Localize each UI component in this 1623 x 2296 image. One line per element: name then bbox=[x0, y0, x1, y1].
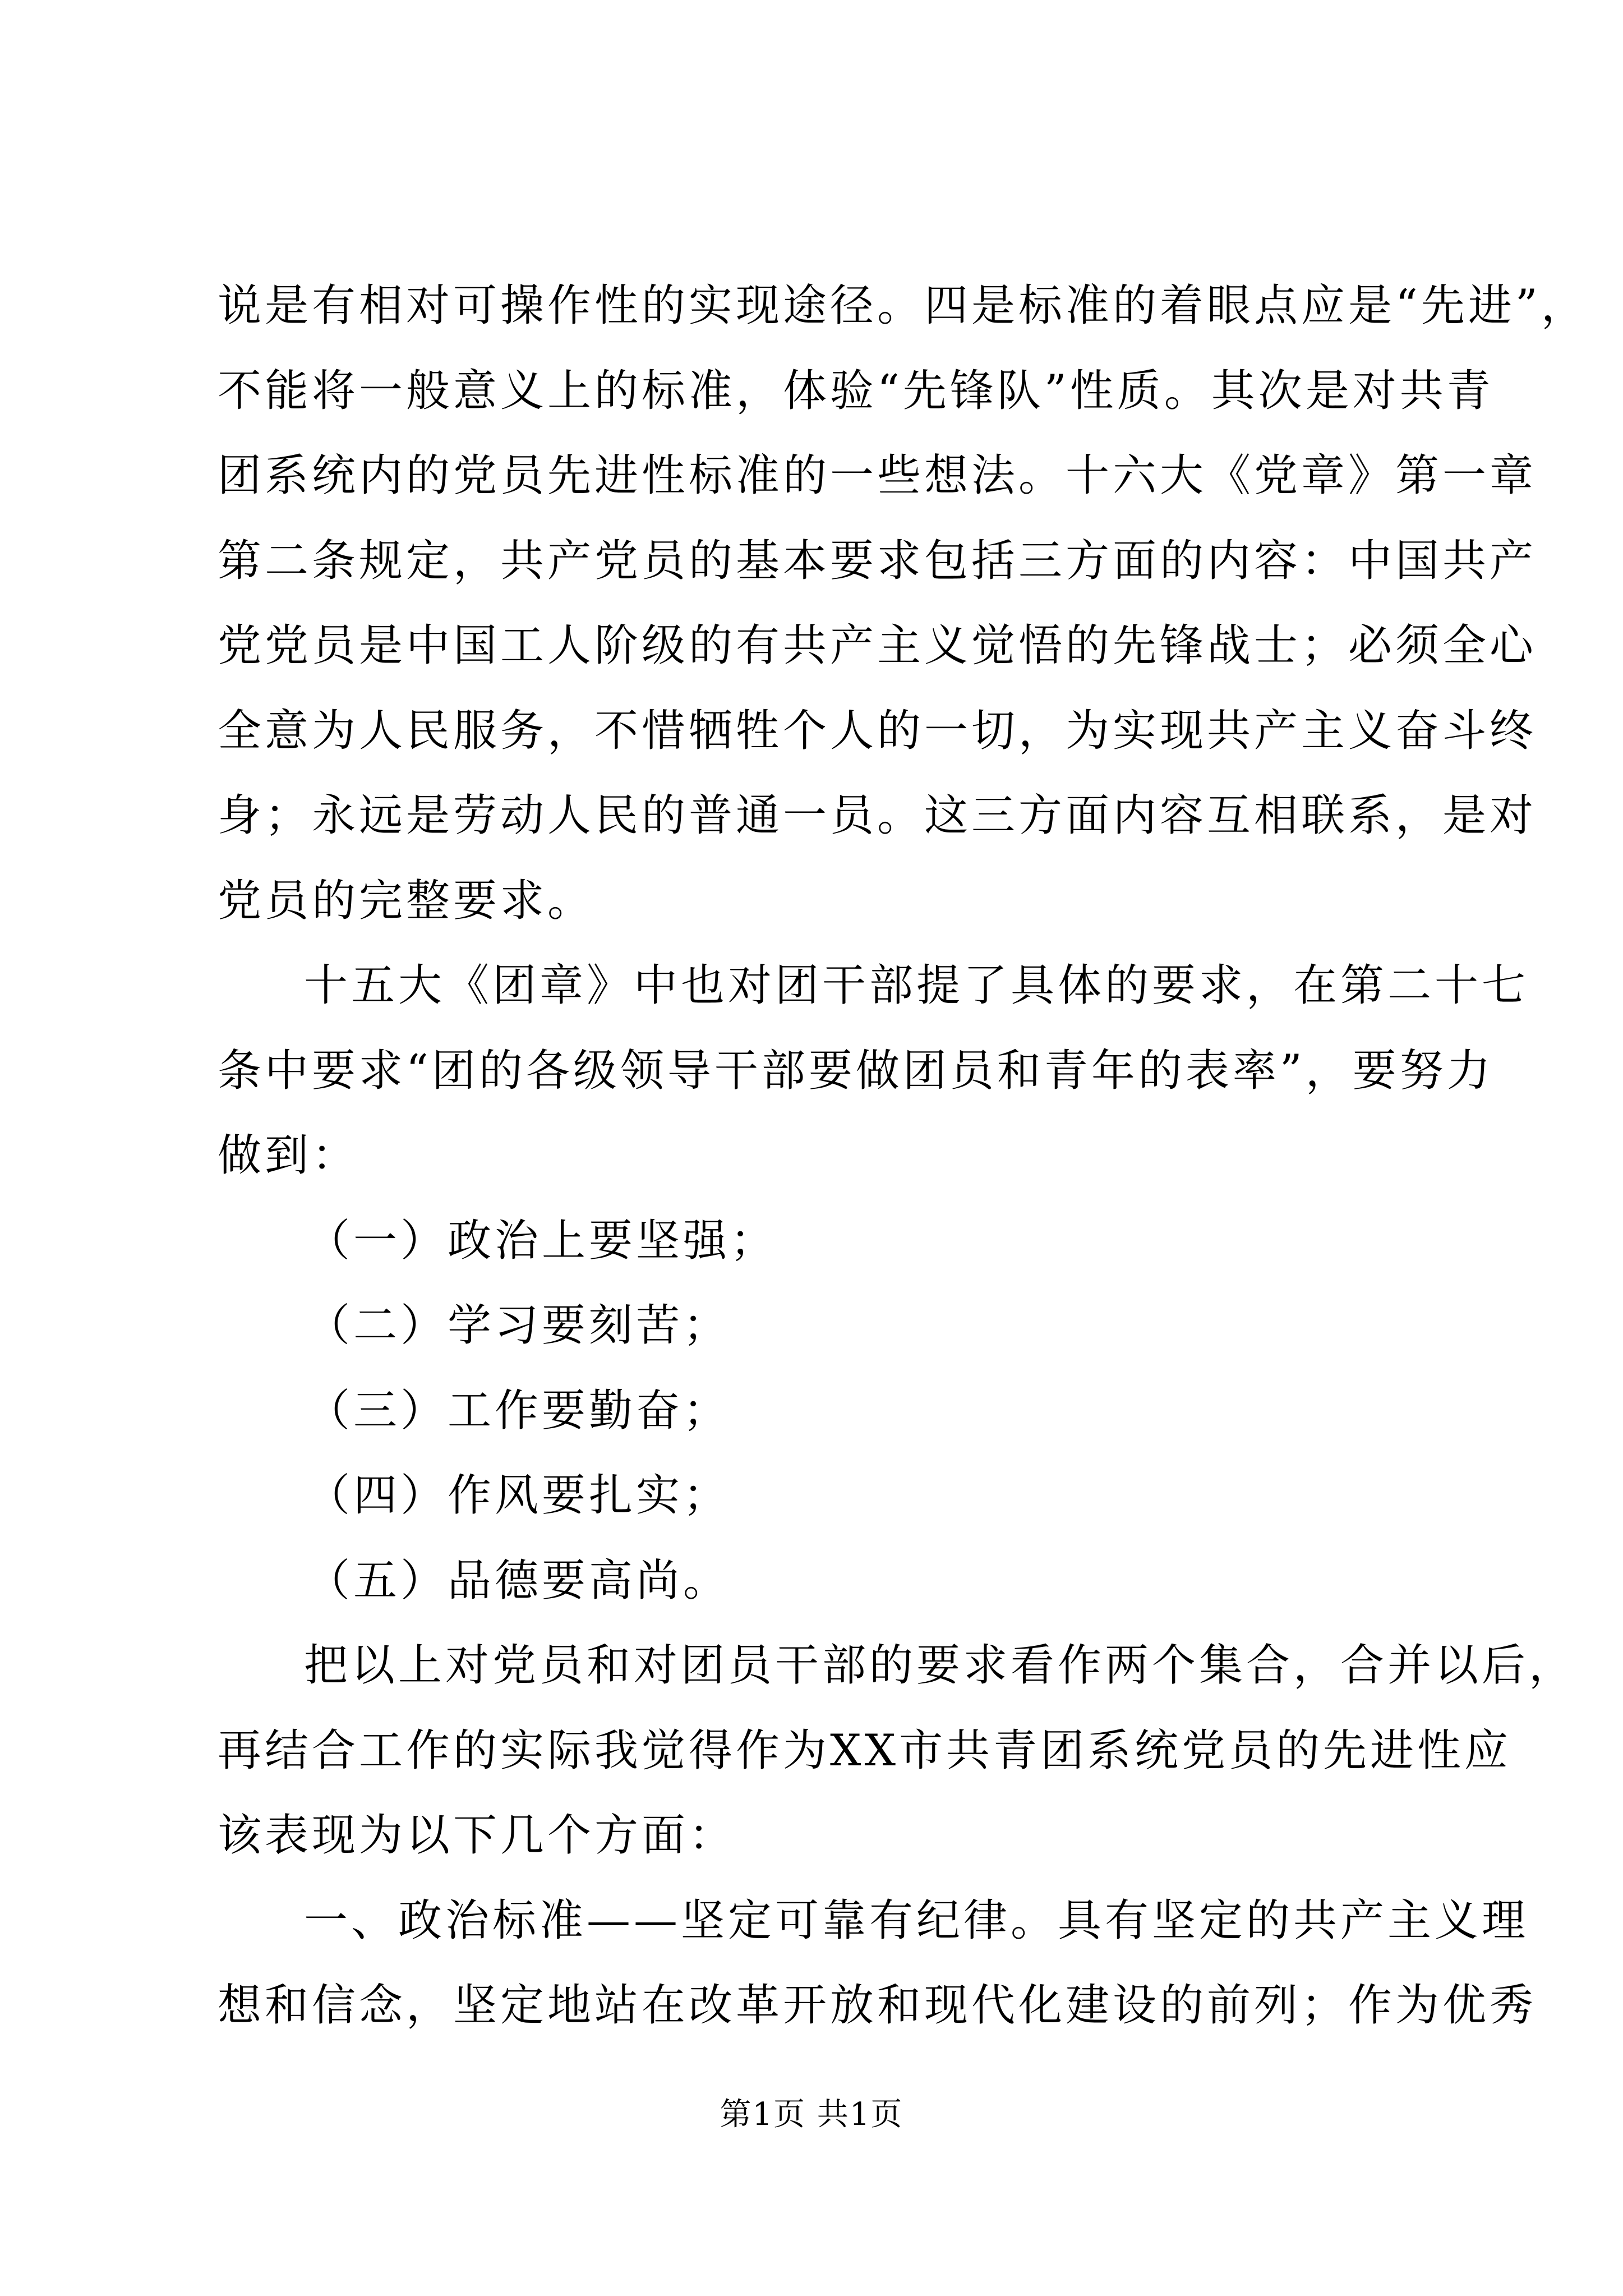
paragraph-start-line: 把以上对党员和对团员干部的要求看作两个集合，合并以后， bbox=[304, 1640, 1576, 1691]
text-line: 身；永远是劳动人民的普通一员。这三方面内容互相联系，是对 bbox=[218, 790, 1537, 841]
list-item: （五）品德要高尚。 bbox=[306, 1555, 731, 1606]
list-item: （一）政治上要坚强； bbox=[306, 1215, 778, 1266]
text-line: 该表现为以下几个方面： bbox=[218, 1810, 736, 1861]
text-line: 说是有相对可操作性的实现途径。四是标准的着眼点应是“先进”， bbox=[218, 280, 1588, 331]
list-item: （三）工作要勤奋； bbox=[306, 1385, 731, 1436]
text-line: 党员的完整要求。 bbox=[218, 875, 595, 926]
list-item: （二）学习要刻苦； bbox=[306, 1300, 731, 1351]
text-line: 想和信念，坚定地站在改革开放和现代化建设的前列；作为优秀 bbox=[218, 1980, 1537, 2031]
text-line: 做到： bbox=[218, 1130, 359, 1181]
page-footer: 第1页 共1页 bbox=[720, 2096, 903, 2133]
list-item: （四）作风要扎实； bbox=[306, 1470, 731, 1521]
text-line: 再结合工作的实际我觉得作为XX市共青团系统党员的先进性应 bbox=[218, 1725, 1512, 1776]
text-line: 第二条规定，共产党员的基本要求包括三方面的内容：中国共产 bbox=[218, 535, 1537, 586]
text-line: 团系统内的党员先进性标准的一些想法。十六大《党章》第一章 bbox=[218, 450, 1537, 501]
paragraph-start-line: 十五大《团章》中也对团干部提了具体的要求，在第二十七 bbox=[304, 960, 1529, 1011]
text-line: 全意为人民服务，不惜牺牲个人的一切，为实现共产主义奋斗终 bbox=[218, 705, 1537, 756]
text-line: 条中要求“团的各级领导干部要做团员和青年的表率”，要努力 bbox=[218, 1045, 1494, 1096]
text-line: 党党员是中国工人阶级的有共产主义觉悟的先锋战士；必须全心 bbox=[218, 620, 1537, 671]
document-body bbox=[218, 264, 1588, 2049]
text-line: 不能将一般意义上的标准，体验“先锋队”性质。其次是对共青 bbox=[218, 365, 1494, 416]
paragraph-start-line: 一、政治标准——坚定可靠有纪律。具有坚定的共产主义理 bbox=[304, 1895, 1529, 1946]
